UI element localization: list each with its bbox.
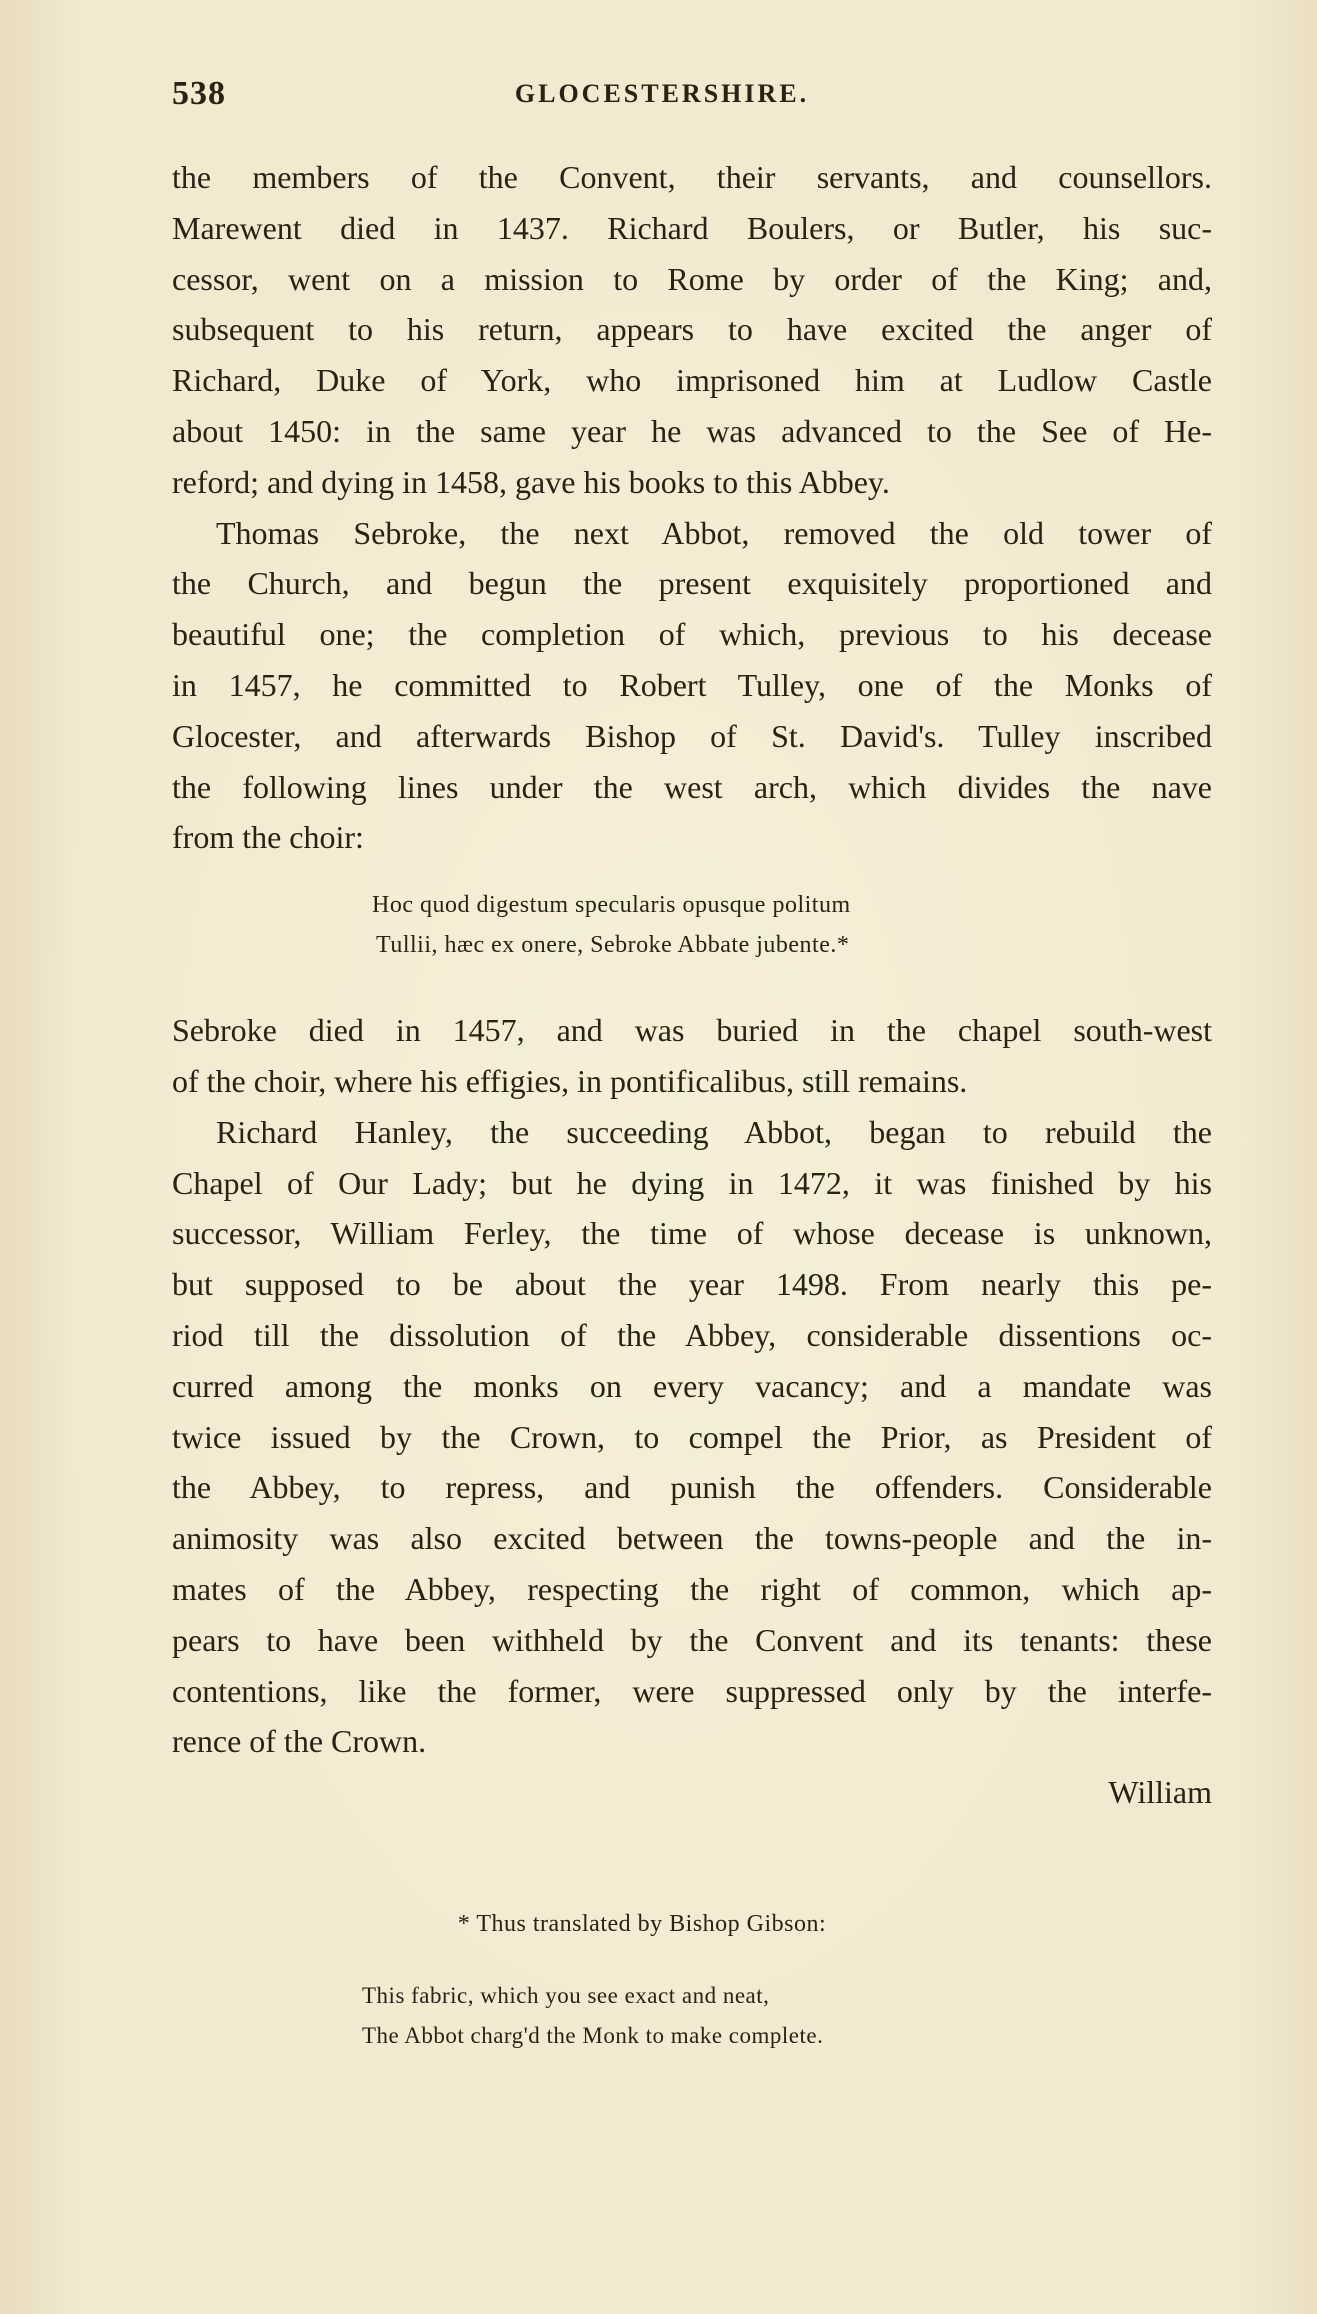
text-line: of the choir, where his effigies, in pontificalibus, still remains. — [172, 1062, 968, 1099]
page-number: 538 — [172, 75, 226, 112]
text-line: the Abbey, to repress, and punish the offenders. Considerable — [172, 1469, 1212, 1506]
footnote — [172, 1906, 1212, 2056]
running-title: GLOCESTERSHIRE. — [514, 79, 810, 108]
text-line: Thomas Sebroke, the next Abbot, removed the old tower of — [216, 514, 1212, 551]
text-line: the members of the Convent, their servants, and counsellors. — [172, 159, 1212, 195]
paragraph-3 — [172, 1005, 1212, 1107]
text-line: Sebroke died in 1457, and was buried in the chapel south-west — [172, 1012, 1212, 1049]
text-line: from the choir: — [172, 819, 364, 856]
text-line: mates of the Abbey, respecting the right of common, which ap- — [172, 1570, 1212, 1607]
latin-inscription — [172, 885, 1212, 965]
text-line: cessor, went on a mission to Rome by order of the King; and, — [172, 260, 1212, 297]
text-line: reford; and dying in 1458, gave his books to this Abbey. — [172, 463, 890, 500]
paragraph-4 — [172, 1107, 1212, 1767]
text-line: riod till the dissolution of the Abbey, considerable dissentions oc- — [172, 1316, 1212, 1353]
text-line: the Church, and begun the present exquisitely proportioned and — [172, 565, 1212, 602]
paragraph-2 — [172, 508, 1212, 864]
footnote-verse-line: The Abbot charg'd the Monk to make complete. — [362, 2023, 824, 2048]
text-line: but supposed to be about the year 1498. From nearly this pe- — [172, 1266, 1212, 1303]
catchword: William — [1108, 1774, 1212, 1811]
footnote-verse-line: This fabric, which you see exact and neat, — [362, 1983, 770, 2008]
main-text — [172, 152, 1212, 1818]
text-line: beautiful one; the completion of which, previous to his decease — [172, 616, 1212, 653]
text-line: successor, William Ferley, the time of whose decease is unknown, — [172, 1215, 1212, 1252]
text-line: in 1457, he committed to Robert Tulley, one of the Monks of — [172, 666, 1212, 703]
verse-line: Hoc quod digestum specularis opusque politum — [372, 892, 851, 919]
text-line: pears to have been withheld by the Convent and its tenants: these — [172, 1621, 1212, 1658]
text-line: Richard, Duke of York, who imprisoned him at Ludlow Castle — [172, 362, 1212, 399]
page-header — [172, 75, 1152, 125]
text-line: curred among the monks on every vacancy; and a mandate was — [172, 1367, 1212, 1404]
text-line: the following lines under the west arch, which divides the nave — [172, 768, 1212, 805]
text-line: contentions, like the former, were suppressed only by the interfe- — [172, 1672, 1212, 1709]
text-line: rence of the Crown. — [172, 1723, 427, 1760]
text-line: animosity was also excited between the towns-people and the in- — [172, 1520, 1212, 1557]
text-line: twice issued by the Crown, to compel the Prior, as President of — [172, 1418, 1212, 1455]
text-line: Chapel of Our Lady; but he dying in 1472, it was finished by his — [172, 1164, 1212, 1201]
text-line: Marewent died in 1437. Richard Boulers, or Butler, his suc- — [172, 209, 1212, 246]
text-line: about 1450: in the same year he was advanced to the See of He- — [172, 412, 1212, 449]
verse-line: Tullii, hæc ex onere, Sebroke Abbate jubente.* — [376, 932, 850, 959]
text-line: subsequent to his return, appears to have excited the anger of — [172, 311, 1212, 348]
footnote-title: * Thus translated by Bishop Gibson: — [457, 1911, 827, 1937]
paragraph-1 — [172, 152, 1212, 508]
text-line: Richard Hanley, the succeeding Abbot, began to rebuild the — [216, 1113, 1212, 1150]
text-line: Glocester, and afterwards Bishop of St. David's. Tulley inscribed — [172, 717, 1212, 754]
